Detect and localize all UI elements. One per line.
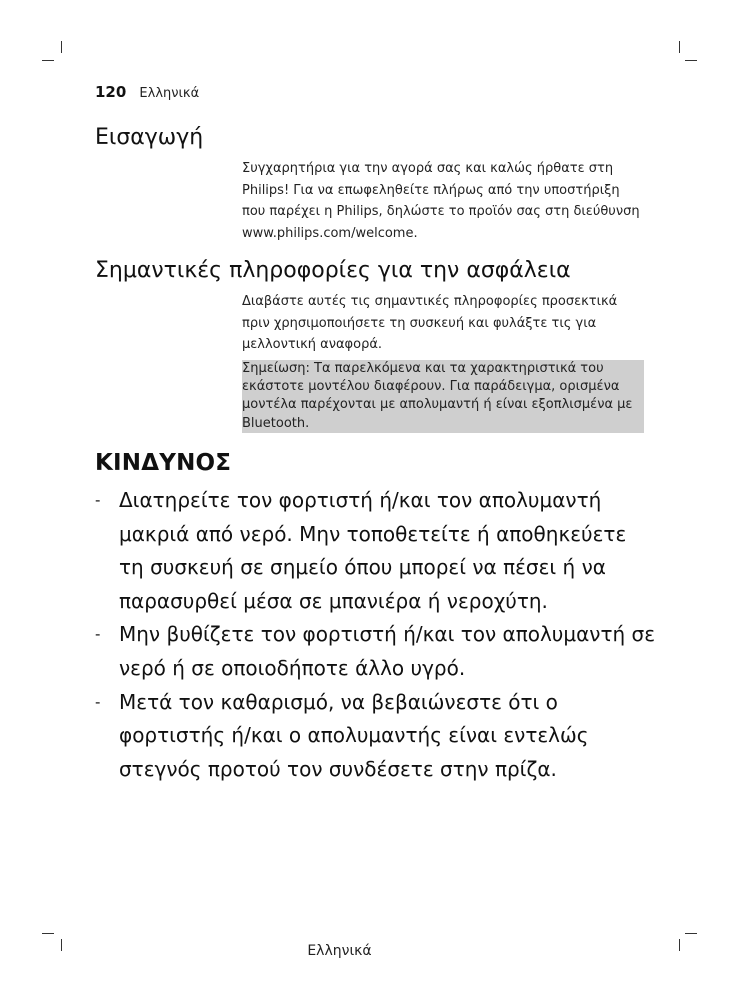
crop-mark <box>42 60 54 61</box>
crop-mark <box>685 60 697 61</box>
note-text: Σημείωση: Τα παρελκόμενα και τα χαρακτηριστικά του εκάστοτε μοντέλου διαφέρουν. Για παράδειγμα, ορισμένα μοντέλα παρέχονται με απολυμαντή ή είναι εξοπλισμένα με Bluetooth. <box>242 361 633 431</box>
page-number: 120 <box>95 83 127 101</box>
crop-mark <box>42 933 54 934</box>
danger-heading: ΚΙΝΔΥΝΟΣ <box>95 450 232 476</box>
crop-mark <box>685 933 697 934</box>
danger-item-text: Μετά τον καθαρισμό, να βεβαιώνεστε ότι ο φορτιστής ή/και ο απολυμαντής είναι εντελώς στεγνός προτού τον συνδέσετε στην πρίζα. <box>119 689 589 781</box>
crop-mark <box>679 939 680 951</box>
danger-item <box>95 618 655 685</box>
danger-item-text: Μην βυθίζετε τον φορτιστή ή/και τον απολυμαντή σε νερό ή σε οποιοδήποτε άλλο υγρό. <box>119 622 656 680</box>
intro-paragraph: Συγχαρητήρια για την αγορά σας και καλώς ήρθατε στη Philips! Για να επωφεληθείτε πλήρως από την υποστήριξη που παρέχει η Philips, δηλώστε το προϊόν σας στη διεύθυνση www.philips.com/welcome. <box>242 161 640 241</box>
bullet-dash: - <box>95 491 101 509</box>
header-language: Ελληνικά <box>139 86 200 101</box>
intro-text-block <box>242 158 644 244</box>
page-header <box>95 82 199 101</box>
safety-paragraph: Διαβάστε αυτές τις σημαντικές πληροφορίες προσεκτικά πριν χρησιμοποιήσετε τη συσκευή και φυλάξτε τις για μελλοντική αναφορά. <box>242 294 618 352</box>
danger-item-text: Διατηρείτε τον φορτιστή ή/και τον απολυμαντή μακριά από νερό. Μην τοποθετείτε ή αποθηκεύετε τη συσκευή σε σημείο όπου μπορεί να πέσει ή να παρασυρθεί μέσα σε μπανιέρα ή νεροχύτη. <box>119 488 627 613</box>
danger-item <box>95 484 655 618</box>
danger-list <box>95 484 655 786</box>
crop-mark <box>61 41 62 53</box>
bullet-dash: - <box>95 692 101 711</box>
intro-heading: Εισαγωγή <box>95 125 204 150</box>
footer-language: Ελληνικά <box>307 943 372 959</box>
crop-mark <box>679 41 680 53</box>
note-box <box>242 360 644 433</box>
danger-item <box>95 686 655 787</box>
safety-heading: Σημαντικές πληροφορίες για την ασφάλεια <box>95 258 571 283</box>
bullet-dash: - <box>95 625 101 644</box>
safety-text-block <box>242 291 644 356</box>
